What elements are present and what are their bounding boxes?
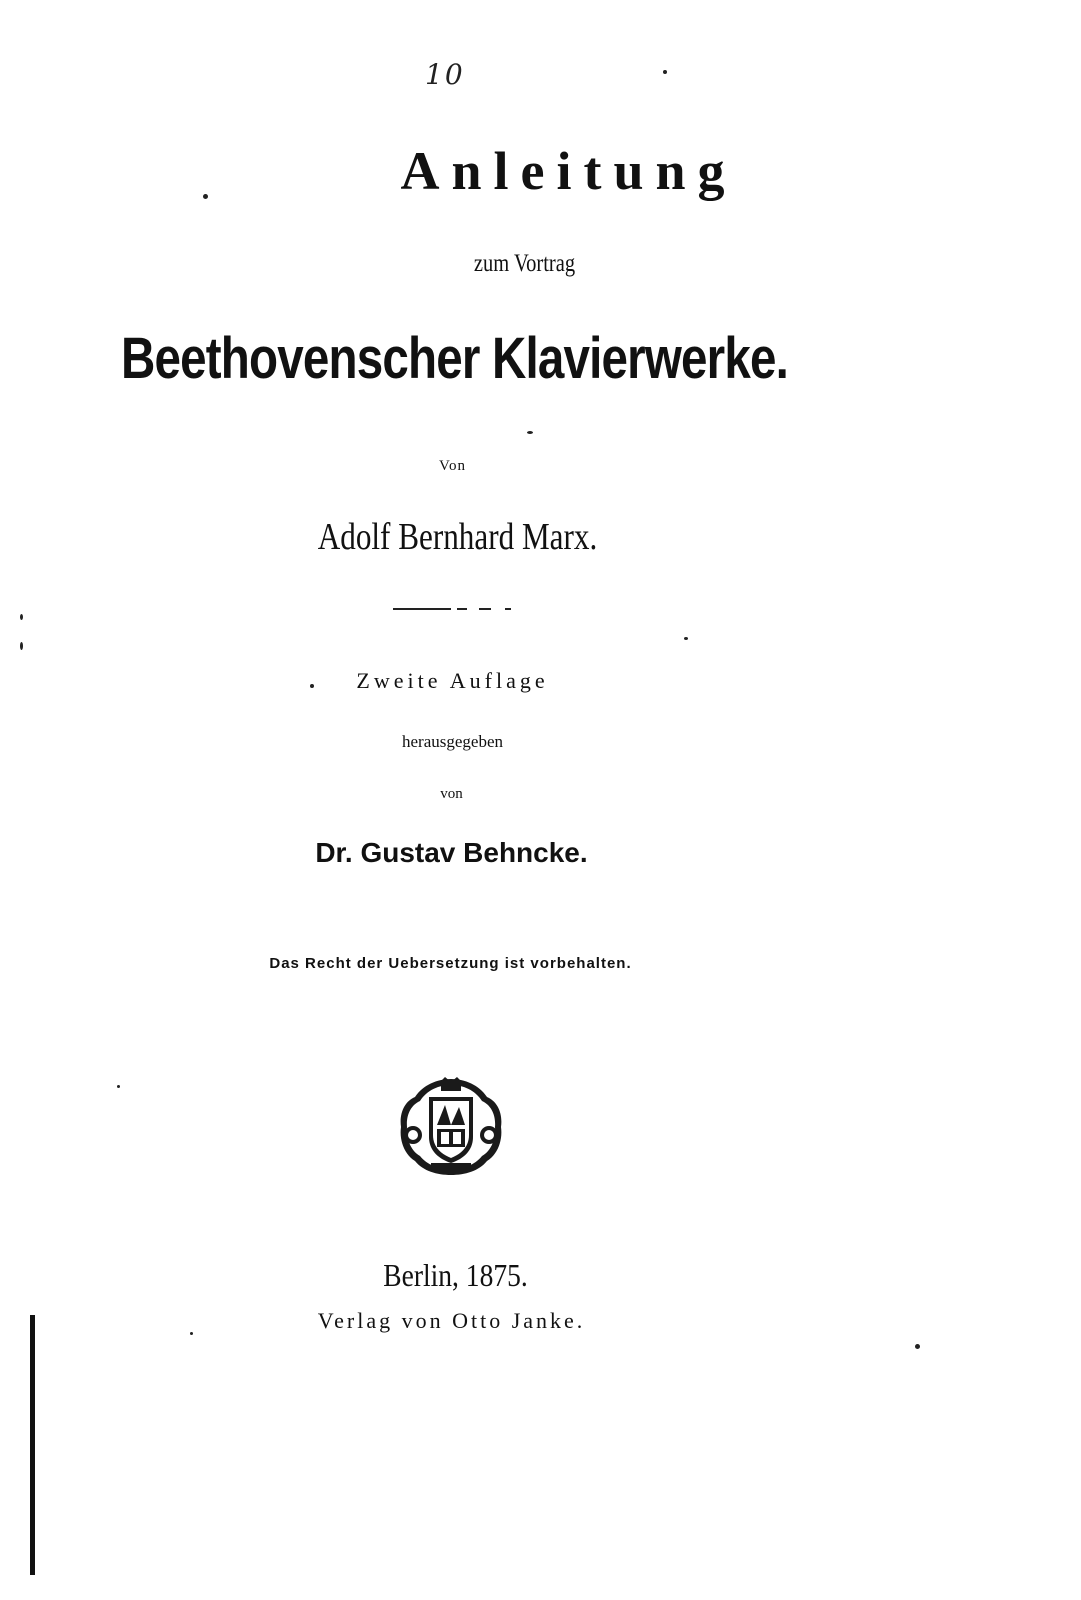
edited-label: herausgegeben (401, 732, 503, 751)
book-main-title: Beethovenscher Klavierwerke. (120, 326, 789, 391)
handwritten-note: 10 (425, 58, 465, 91)
scan-speck (117, 1085, 120, 1088)
scan-speck (527, 431, 533, 434)
book-subtitle: zum Vortrag (473, 250, 576, 277)
scan-speck (915, 1344, 920, 1349)
by-label: Von (439, 458, 466, 474)
publisher-emblem-icon (395, 1075, 507, 1179)
scan-edge-shadow (30, 1315, 35, 1575)
scan-speck (20, 642, 23, 650)
scan-speck (310, 684, 314, 688)
place-and-year: Berlin, 1875. (383, 1257, 528, 1293)
edition-label: Zweite Auflage (356, 668, 549, 693)
editor-name: Dr. Gustav Behncke. (315, 837, 588, 868)
scan-speck (203, 194, 208, 199)
book-title: Anleitung (400, 141, 737, 201)
scan-speck (20, 614, 23, 620)
author-name: Adolf Bernhard Marx. (317, 516, 598, 558)
divider-rule (393, 608, 515, 610)
scan-speck (663, 70, 667, 74)
by-label-2: von (440, 786, 463, 802)
rights-notice: Das Recht der Uebersetzung ist vorbehalten. (269, 955, 632, 972)
scan-speck (684, 637, 688, 640)
publisher-name: Verlag von Otto Janke. (317, 1308, 586, 1333)
scan-speck (190, 1332, 193, 1335)
